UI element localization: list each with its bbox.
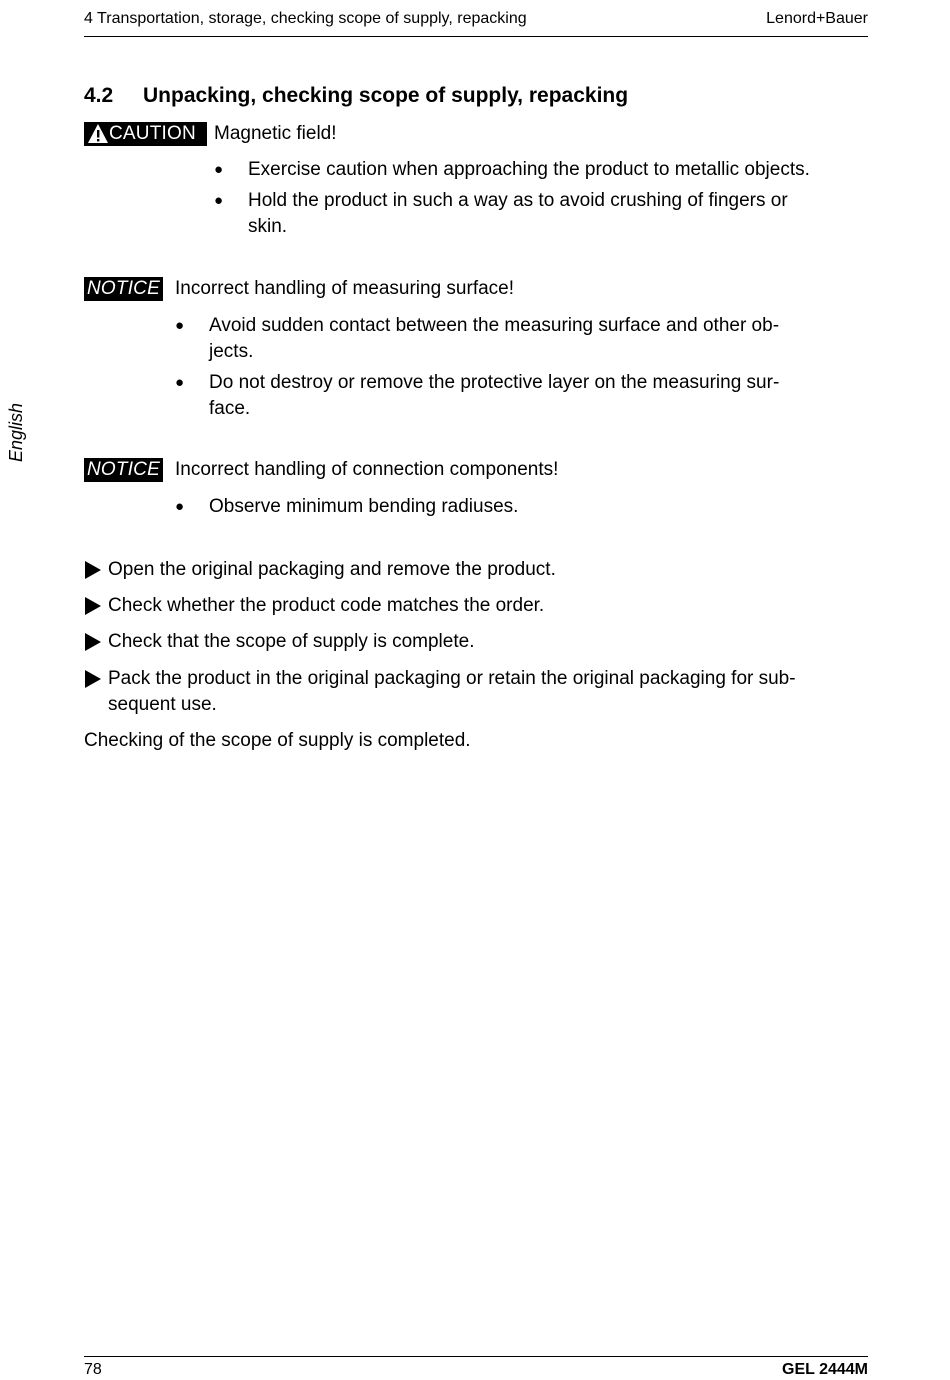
result-text: Checking of the scope of supply is completed. <box>84 730 471 751</box>
section-number: 4.2 <box>84 84 114 107</box>
notice1-item-2-line1: Do not destroy or remove the protective layer on the measuring sur- <box>209 372 780 393</box>
caution-title: Magnetic field! <box>214 123 337 144</box>
notice1-item-2-line2: face. <box>209 398 251 419</box>
header-rule <box>84 36 868 37</box>
language-sidebar: English <box>6 402 26 462</box>
notice2-title: Incorrect handling of connection components! <box>175 459 559 480</box>
step-arrow-icon <box>85 670 101 688</box>
step-1: Open the original packaging and remove the product. <box>108 559 556 580</box>
page-number: 78 <box>84 1361 102 1378</box>
caution-label <box>84 122 207 146</box>
step-arrow-icon <box>85 633 101 651</box>
product-model: GEL 2444M <box>782 1361 868 1378</box>
footer-rule <box>84 1356 868 1357</box>
notice-label: NOTICE <box>84 458 163 482</box>
bullet-dot: ● <box>175 317 185 334</box>
bullet-dot: ● <box>175 374 185 391</box>
caution-label-text: CAUTION <box>109 123 196 144</box>
bullet-dot: ● <box>214 161 224 178</box>
step-4-line1: Pack the product in the original packaging or retain the original packaging for sub- <box>108 668 796 689</box>
caution-item-1: Exercise caution when approaching the product to metallic objects. <box>248 159 810 180</box>
step-arrow-icon <box>85 561 101 579</box>
caution-item-2-line2: skin. <box>248 216 288 237</box>
warning-triangle-icon <box>87 123 109 145</box>
notice-label: NOTICE <box>84 277 163 301</box>
notice2-item-1: Observe minimum bending radiuses. <box>209 496 519 517</box>
step-4-line2: sequent use. <box>108 694 217 715</box>
notice1-item-1-line2: jects. <box>209 341 254 362</box>
caution-item-2-line1: Hold the product in such a way as to avoid crushing of fingers or <box>248 190 788 211</box>
header-brand: Lenord+Bauer <box>766 10 868 27</box>
section-title: Unpacking, checking scope of supply, repacking <box>143 84 629 107</box>
step-3: Check that the scope of supply is complete. <box>108 631 475 652</box>
notice1-title: Incorrect handling of measuring surface! <box>175 278 515 299</box>
bullet-dot: ● <box>214 192 224 209</box>
header-chapter: 4 Transportation, storage, checking scope of supply, repacking <box>84 10 527 27</box>
step-arrow-icon <box>85 597 101 615</box>
notice1-item-1-line1: Avoid sudden contact between the measuring surface and other ob- <box>209 315 780 336</box>
step-2: Check whether the product code matches the order. <box>108 595 545 616</box>
bullet-dot: ● <box>175 498 185 515</box>
